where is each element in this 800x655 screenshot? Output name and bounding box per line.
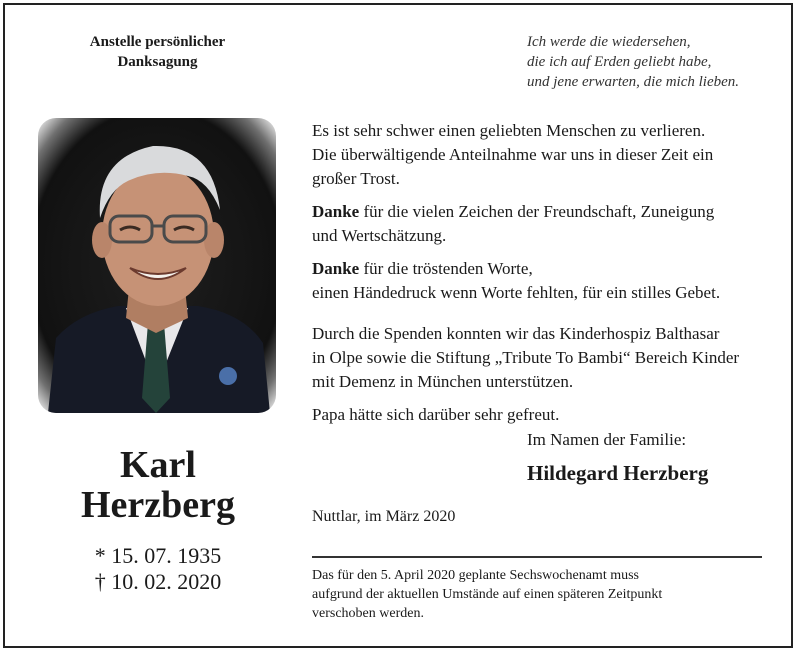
first-name: Karl: [120, 444, 196, 486]
text-line: Die überwältigende Anteilnahme war uns in dieser Zeit ein: [312, 145, 714, 164]
text-line: einen Händedruck wenn Worte fehlten, für ein stilles Gebet.: [312, 283, 721, 302]
paragraph: [312, 119, 774, 191]
emphasis-word: Danke: [312, 259, 360, 278]
emphasis-word: Danke: [312, 202, 360, 221]
postponement-notice: [312, 566, 767, 623]
thank-you-text: [312, 119, 774, 436]
memorial-quote: [527, 32, 782, 92]
text-line: [312, 200, 774, 224]
text-line: in Olpe sowie die Stiftung „Tribute To Bambi“ Bereich Kinder: [312, 348, 740, 367]
text-segment: für die tröstenden Worte,: [359, 259, 533, 278]
quote-line: Ich werde die wiedersehen,: [527, 34, 691, 50]
heading-line: Anstelle persönlicher: [89, 34, 226, 50]
place-and-date: Nuttlar, im März 2020: [312, 508, 456, 525]
portrait-photo: [38, 118, 276, 413]
notice-line: Das für den 5. April 2020 geplante Sechswochenamt muss: [312, 568, 639, 583]
notice-heading: [60, 32, 255, 72]
deceased-name: [40, 445, 276, 525]
paragraph: [312, 257, 774, 305]
text-line: Durch die Spenden konnten wir das Kinderhospiz Balthasar: [312, 324, 720, 343]
divider: [312, 556, 762, 558]
paragraph: [312, 200, 774, 248]
text-line: und Wertschätzung.: [312, 226, 447, 245]
birth-date: * 15. 07. 1935: [94, 543, 222, 568]
text-line: [312, 257, 774, 281]
notice-line: verschoben werden.: [312, 606, 424, 621]
heading-line: Danksagung: [117, 54, 198, 70]
quote-line: und jene erwarten, die mich lieben.: [527, 74, 740, 90]
family-signature-name: Hildegard Herzberg: [527, 461, 709, 485]
family-label: Im Namen der Familie:: [527, 430, 687, 449]
death-date: † 10. 02. 2020: [94, 569, 222, 594]
notice-line: aufgrund der aktuellen Umstände auf einen späteren Zeitpunkt: [312, 587, 663, 602]
paragraph: [312, 322, 774, 394]
last-name: Herzberg: [80, 484, 236, 526]
life-dates: [40, 543, 276, 595]
text-line: Es ist sehr schwer einen geliebten Menschen zu verlieren.: [312, 121, 706, 140]
text-line: großer Trost.: [312, 169, 400, 188]
quote-line: die ich auf Erden geliebt habe,: [527, 54, 712, 70]
text-line: Papa hätte sich darüber sehr gefreut.: [312, 405, 560, 424]
text-line: mit Demenz in München unterstützen.: [312, 372, 574, 391]
text-segment: für die vielen Zeichen der Freundschaft, Zuneigung: [359, 202, 715, 221]
paragraph: [312, 403, 774, 427]
